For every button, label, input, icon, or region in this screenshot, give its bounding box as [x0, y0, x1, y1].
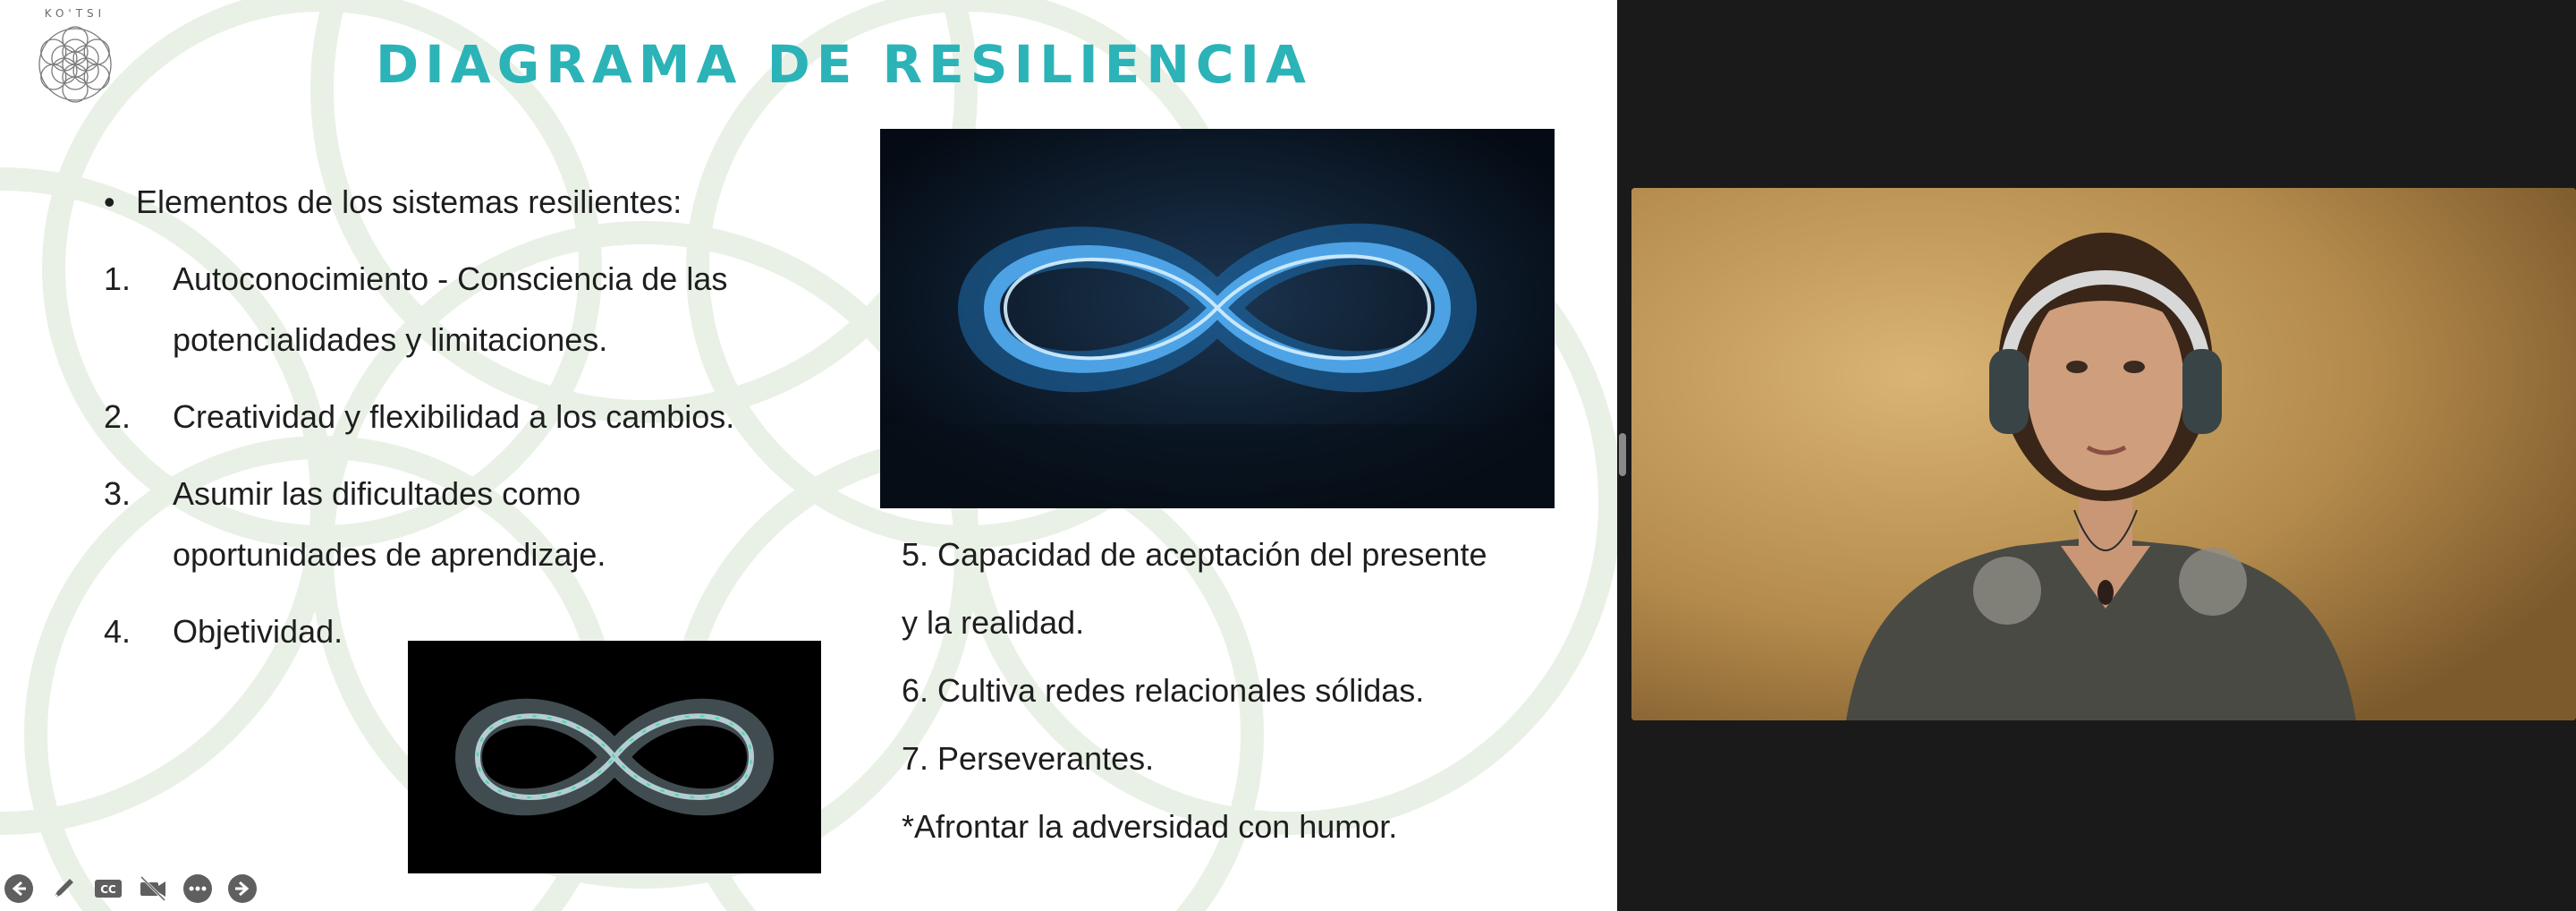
panel-resize-handle[interactable]	[1619, 433, 1626, 476]
logo-text: KO'TSI	[44, 7, 106, 20]
camera-off-icon[interactable]	[138, 873, 168, 904]
slide-title: DIAGRAMA DE RESILIENCIA	[376, 34, 1312, 95]
item-1-number: 1.	[104, 260, 131, 297]
infinity-light-image	[880, 129, 1555, 508]
next-icon[interactable]	[227, 873, 258, 904]
bullet-heading: Elementos de los sistemas resilientes:	[136, 183, 682, 220]
item-3-line-2: oportunidades de aprendizaje.	[173, 536, 606, 573]
item-3-number: 3.	[104, 475, 131, 512]
svg-text:CC: CC	[100, 883, 116, 896]
item-1-line-1: Autoconocimiento - Consciencia de las	[173, 260, 728, 297]
speaker-video[interactable]	[1631, 188, 2576, 720]
item-2-number: 2.	[104, 398, 131, 435]
item-5-line-1: 5. Capacidad de aceptación del presente	[902, 536, 1487, 573]
bullet-dot: •	[104, 183, 115, 220]
item-4-line-1: Objetividad.	[173, 613, 343, 650]
item-6: 6. Cultiva redes relacionales sólidas.	[902, 672, 1425, 709]
item-2-line-1: Creatividad y flexibilidad a los cambios.	[173, 398, 735, 435]
previous-icon[interactable]	[4, 873, 34, 904]
kotsi-logo	[32, 7, 118, 107]
item-7: 7. Perseverantes.	[902, 740, 1155, 777]
captions-icon[interactable]	[93, 873, 123, 904]
pen-icon[interactable]	[48, 873, 79, 904]
item-5-line-2: y la realidad.	[902, 604, 1085, 641]
more-icon[interactable]	[182, 873, 213, 904]
humor-note: *Afrontar la adversidad con humor.	[902, 808, 1398, 845]
item-1-line-2: potencialidades y limitaciones.	[173, 321, 608, 358]
item-3-line-1: Asumir las dificultades como	[173, 475, 581, 512]
infinity-glass-image	[408, 641, 821, 873]
item-4-number: 4.	[104, 613, 131, 650]
